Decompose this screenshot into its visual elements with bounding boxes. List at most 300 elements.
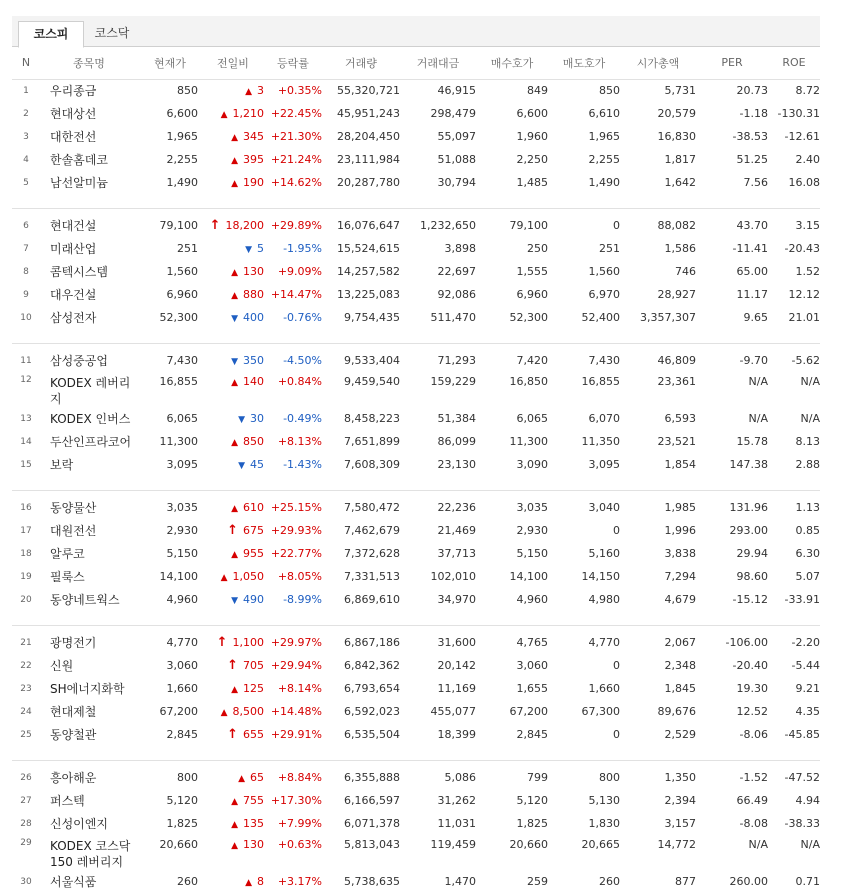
change-cell bbox=[202, 496, 264, 519]
rank-cell: 12 bbox=[20, 375, 32, 385]
table-row bbox=[12, 79, 820, 102]
volume-cell: 15,524,615 bbox=[337, 242, 400, 255]
stock-name-link[interactable]: 알루코 bbox=[50, 546, 85, 561]
change-cell bbox=[202, 125, 264, 148]
stock-name-link[interactable]: 퍼스텍 bbox=[50, 793, 85, 808]
limit-up-arrow-icon: ↑ bbox=[216, 635, 228, 650]
roe-cell: 2.40 bbox=[795, 153, 820, 166]
change-cell bbox=[202, 430, 264, 453]
ask-cell: 6,610 bbox=[588, 107, 620, 120]
amount-cell: 1,232,650 bbox=[420, 219, 476, 232]
rank-cell: 2 bbox=[23, 108, 29, 119]
change-cell bbox=[202, 812, 264, 835]
stock-name-link[interactable]: 콤텍시스템 bbox=[50, 264, 108, 279]
per-cell: N/A bbox=[748, 375, 768, 388]
stock-name-link[interactable]: 현대건설 bbox=[50, 218, 97, 233]
up-triangle-icon: ▲ bbox=[231, 268, 238, 278]
roe-cell: N/A bbox=[800, 375, 820, 388]
bid-cell: 1,960 bbox=[516, 130, 548, 143]
volume-cell: 6,166,597 bbox=[344, 794, 400, 807]
per-cell: -20.40 bbox=[732, 659, 768, 672]
roe-cell: N/A bbox=[800, 838, 820, 851]
volume-cell: 55,320,721 bbox=[337, 84, 400, 98]
stock-name-link[interactable]: 신원 bbox=[50, 658, 74, 673]
stock-name-link[interactable]: 필룩스 bbox=[50, 569, 85, 584]
ask-cell: 6,070 bbox=[588, 412, 620, 425]
change-cell bbox=[202, 654, 264, 677]
bid-cell: 3,090 bbox=[516, 458, 548, 471]
change-value: 755 bbox=[243, 794, 264, 807]
rate-cell: +22.77% bbox=[270, 547, 322, 560]
amount-cell: 18,399 bbox=[437, 728, 476, 741]
change-value: 8 bbox=[257, 875, 264, 888]
amount-cell: 298,479 bbox=[430, 107, 476, 120]
change-cell bbox=[202, 453, 264, 476]
down-triangle-icon: ▼ bbox=[238, 415, 245, 425]
roe-cell: 4.35 bbox=[795, 705, 820, 718]
price-cell: 20,660 bbox=[159, 838, 198, 851]
table-row bbox=[12, 700, 820, 723]
change-value: 655 bbox=[243, 728, 264, 741]
market-cap-cell: 89,676 bbox=[657, 705, 696, 718]
price-cell: 6,960 bbox=[166, 288, 198, 301]
roe-cell: 8.13 bbox=[795, 435, 820, 448]
col-header-price[interactable]: 현재가 bbox=[138, 47, 202, 79]
change-cell bbox=[202, 148, 264, 171]
rank-cell: 18 bbox=[20, 548, 32, 559]
ask-cell: 2,255 bbox=[588, 153, 620, 166]
change-cell bbox=[202, 700, 264, 723]
per-cell: 293.00 bbox=[729, 524, 768, 537]
price-cell: 1,490 bbox=[166, 176, 198, 189]
price-cell: 7,430 bbox=[166, 354, 198, 367]
stock-name-link[interactable]: 미래산업 bbox=[50, 241, 97, 256]
price-cell: 4,960 bbox=[166, 593, 198, 606]
change-value: 955 bbox=[243, 547, 264, 560]
roe-cell: -130.31 bbox=[777, 107, 820, 120]
tab-kosdaq[interactable]: 코스닥 bbox=[94, 26, 130, 40]
bid-cell: 7,420 bbox=[516, 354, 548, 367]
change-cell bbox=[202, 588, 264, 611]
volume-cell: 16,076,647 bbox=[337, 219, 400, 232]
up-triangle-icon: ▲ bbox=[231, 156, 238, 166]
volume-cell: 23,111,984 bbox=[337, 153, 400, 166]
market-cap-cell: 1,845 bbox=[664, 682, 696, 695]
per-cell: -15.12 bbox=[732, 593, 768, 606]
volume-cell: 6,071,378 bbox=[344, 817, 400, 830]
roe-cell: 12.12 bbox=[788, 288, 820, 301]
stock-name-link[interactable]: 한솔홈데코 bbox=[50, 152, 108, 167]
volume-cell: 20,287,780 bbox=[337, 176, 400, 189]
per-cell: 19.30 bbox=[736, 682, 768, 695]
rank-cell: 7 bbox=[23, 243, 29, 254]
stock-name-link[interactable]: 삼성중공업 bbox=[50, 353, 108, 368]
up-triangle-icon: ▲ bbox=[231, 550, 238, 560]
roe-cell: -5.44 bbox=[791, 659, 820, 672]
stock-name-link[interactable]: 남선알미늄 bbox=[50, 175, 108, 190]
stock-name-link[interactable]: 우리종금 bbox=[50, 83, 97, 98]
rank-cell: 15 bbox=[20, 459, 32, 470]
up-triangle-icon: ▲ bbox=[231, 820, 238, 830]
table-row bbox=[12, 260, 820, 283]
rank-cell: 28 bbox=[20, 818, 32, 829]
bid-cell: 2,930 bbox=[516, 524, 548, 537]
stock-name-link[interactable]: 삼성전자 bbox=[50, 310, 97, 325]
rate-cell: -4.50% bbox=[283, 354, 322, 367]
col-header-amount[interactable]: 거래대금 bbox=[400, 47, 476, 79]
price-cell: 5,150 bbox=[166, 547, 198, 560]
down-triangle-icon: ▼ bbox=[231, 357, 238, 367]
rate-cell: +8.14% bbox=[277, 682, 322, 695]
bid-cell: 79,100 bbox=[509, 219, 548, 232]
up-triangle-icon: ▲ bbox=[220, 708, 228, 718]
col-header-name[interactable]: 종목명 bbox=[40, 47, 138, 79]
change-value: 130 bbox=[243, 265, 264, 278]
price-cell: 1,560 bbox=[166, 265, 198, 278]
market-cap-cell: 6,593 bbox=[664, 412, 696, 425]
up-triangle-icon: ▲ bbox=[245, 87, 252, 98]
price-cell: 14,100 bbox=[159, 570, 198, 583]
per-cell: N/A bbox=[748, 412, 768, 425]
market-cap-cell: 1,996 bbox=[664, 524, 696, 537]
bid-cell: 2,845 bbox=[516, 728, 548, 741]
ask-cell: 800 bbox=[599, 771, 620, 784]
bid-cell: 3,060 bbox=[516, 659, 548, 672]
roe-cell: 21.01 bbox=[788, 311, 820, 324]
up-triangle-icon: ▲ bbox=[231, 841, 238, 851]
roe-cell: -20.43 bbox=[784, 242, 820, 255]
rank-cell: 5 bbox=[23, 177, 29, 188]
market-cap-cell: 23,521 bbox=[657, 435, 696, 448]
roe-cell: 4.94 bbox=[795, 794, 820, 807]
change-value: 125 bbox=[243, 682, 264, 695]
table-row bbox=[12, 372, 820, 407]
price-cell: 67,200 bbox=[159, 705, 198, 718]
table-row bbox=[12, 148, 820, 171]
stock-name-link[interactable]: 흥아해운 bbox=[50, 770, 97, 785]
price-cell: 2,845 bbox=[166, 728, 198, 741]
volume-cell: 6,793,654 bbox=[344, 682, 400, 695]
stock-name-link[interactable]: KODEX 코스닥150 레버리지 bbox=[50, 839, 131, 869]
price-cell: 5,120 bbox=[166, 794, 198, 807]
market-cap-cell: 16,830 bbox=[657, 130, 696, 143]
volume-cell: 8,458,223 bbox=[344, 412, 400, 425]
roe-cell: 1.52 bbox=[795, 265, 820, 278]
change-value: 130 bbox=[243, 838, 264, 851]
stock-name-link[interactable]: 동양물산 bbox=[50, 500, 97, 515]
volume-cell: 5,813,043 bbox=[344, 838, 400, 851]
bid-cell: 5,120 bbox=[516, 794, 548, 807]
roe-cell: N/A bbox=[800, 412, 820, 425]
bid-cell: 1,825 bbox=[516, 817, 548, 830]
group-divider bbox=[12, 746, 820, 760]
volume-cell: 28,204,450 bbox=[337, 130, 400, 143]
rate-cell: +22.45% bbox=[270, 107, 322, 120]
col-header-rank: N bbox=[12, 47, 40, 79]
volume-cell: 6,842,362 bbox=[344, 659, 400, 672]
rate-cell: +14.48% bbox=[270, 705, 322, 718]
limit-up-arrow-icon: ↑ bbox=[227, 658, 238, 673]
per-cell: -106.00 bbox=[725, 636, 768, 649]
down-triangle-icon: ▼ bbox=[231, 596, 238, 606]
change-cell bbox=[202, 870, 264, 893]
amount-cell: 34,970 bbox=[437, 593, 476, 606]
rank-cell: 19 bbox=[20, 571, 32, 582]
market-cap-cell: 46,809 bbox=[657, 354, 696, 367]
price-cell: 11,300 bbox=[159, 435, 198, 448]
per-cell: -1.52 bbox=[739, 771, 768, 784]
rate-cell: +29.94% bbox=[270, 659, 322, 672]
market-cap-cell: 88,082 bbox=[657, 219, 696, 232]
table-row bbox=[12, 542, 820, 565]
table-row bbox=[12, 306, 820, 329]
change-value: 18,200 bbox=[225, 219, 264, 232]
change-cell bbox=[202, 171, 264, 194]
roe-cell: -5.62 bbox=[791, 354, 820, 367]
market-cap-cell: 1,642 bbox=[664, 176, 696, 189]
market-cap-cell: 28,927 bbox=[657, 288, 696, 301]
up-triangle-icon: ▲ bbox=[231, 685, 238, 695]
stock-name-link[interactable]: 서울식품 bbox=[50, 874, 97, 889]
rate-cell: +8.84% bbox=[277, 771, 322, 784]
rate-cell: +8.05% bbox=[277, 570, 322, 583]
amount-cell: 22,236 bbox=[437, 501, 476, 514]
ask-cell: 11,350 bbox=[581, 435, 620, 448]
volume-cell: 6,869,610 bbox=[344, 593, 400, 606]
market-cap-cell: 1,854 bbox=[664, 458, 696, 471]
ask-cell: 3,095 bbox=[588, 458, 620, 471]
market-cap-cell: 4,679 bbox=[664, 593, 696, 606]
rank-cell: 24 bbox=[20, 706, 32, 717]
limit-up-arrow-icon: ↑ bbox=[227, 523, 238, 538]
amount-cell: 20,142 bbox=[437, 659, 476, 672]
change-value: 880 bbox=[243, 288, 264, 301]
table-row bbox=[12, 631, 820, 654]
change-value: 3 bbox=[257, 84, 264, 98]
rank-cell: 23 bbox=[20, 683, 32, 694]
rank-cell: 1 bbox=[23, 85, 29, 96]
ask-cell: 52,400 bbox=[581, 311, 620, 324]
market-cap-cell: 1,985 bbox=[664, 501, 696, 514]
table-row bbox=[12, 453, 820, 476]
change-value: 65 bbox=[250, 771, 264, 784]
stock-name-link[interactable]: 광명전기 bbox=[50, 635, 97, 650]
ask-cell: 6,970 bbox=[588, 288, 620, 301]
up-triangle-icon: ▲ bbox=[231, 179, 238, 189]
rank-cell: 22 bbox=[20, 660, 32, 671]
change-cell bbox=[202, 789, 264, 812]
per-cell: 147.38 bbox=[729, 458, 768, 471]
amount-cell: 37,713 bbox=[437, 547, 476, 560]
stock-name-link[interactable]: KODEX 레버리지 bbox=[50, 376, 131, 406]
change-value: 705 bbox=[243, 659, 264, 672]
ask-cell: 7,430 bbox=[588, 354, 620, 367]
volume-cell: 45,951,243 bbox=[337, 107, 400, 120]
table-row bbox=[12, 125, 820, 148]
rank-cell: 3 bbox=[23, 131, 29, 142]
rank-cell: 14 bbox=[20, 436, 32, 447]
change-cell bbox=[202, 835, 264, 870]
volume-cell: 5,738,635 bbox=[344, 875, 400, 888]
amount-cell: 21,469 bbox=[437, 524, 476, 537]
ask-cell: 4,980 bbox=[588, 593, 620, 606]
stock-ranking-panel bbox=[12, 16, 820, 893]
rate-cell: +0.63% bbox=[277, 838, 322, 851]
volume-cell: 7,372,628 bbox=[344, 547, 400, 560]
col-header-roe[interactable]: ROE bbox=[768, 47, 820, 79]
table-row bbox=[12, 812, 820, 835]
stock-name-link[interactable]: 두산인프라코어 bbox=[50, 434, 132, 449]
up-triangle-icon: ▲ bbox=[231, 291, 238, 301]
price-cell: 2,930 bbox=[166, 524, 198, 537]
ask-cell: 20,665 bbox=[581, 838, 620, 851]
bid-cell: 6,065 bbox=[516, 412, 548, 425]
ask-cell: 5,130 bbox=[588, 794, 620, 807]
change-value: 675 bbox=[243, 524, 264, 537]
bid-cell: 2,250 bbox=[516, 153, 548, 166]
per-cell: -8.06 bbox=[739, 728, 768, 741]
col-header-change[interactable]: 전일비 bbox=[202, 47, 264, 79]
change-cell bbox=[202, 79, 264, 102]
table-row bbox=[12, 677, 820, 700]
col-header-bid[interactable]: 매수호가 bbox=[476, 47, 548, 79]
change-cell bbox=[202, 372, 264, 407]
col-header-market-cap[interactable]: 시가총액 bbox=[620, 47, 696, 79]
rank-cell: 11 bbox=[20, 355, 32, 366]
stock-name-link[interactable]: KODEX 인버스 bbox=[50, 411, 131, 426]
stock-table bbox=[12, 47, 820, 893]
rank-cell: 17 bbox=[20, 525, 32, 536]
up-triangle-icon: ▲ bbox=[238, 774, 245, 784]
col-header-rate[interactable]: 등락률 bbox=[264, 47, 322, 79]
amount-cell: 119,459 bbox=[430, 838, 476, 851]
change-cell bbox=[202, 237, 264, 260]
rate-cell: -1.95% bbox=[283, 242, 322, 255]
ask-cell: 850 bbox=[599, 84, 620, 98]
price-cell: 4,770 bbox=[166, 636, 198, 649]
per-cell: N/A bbox=[748, 838, 768, 851]
bid-cell: 1,555 bbox=[516, 265, 548, 278]
bid-cell: 20,660 bbox=[509, 838, 548, 851]
market-cap-cell: 3,157 bbox=[664, 817, 696, 830]
col-header-volume[interactable]: 거래량 bbox=[322, 47, 400, 79]
stock-name-link[interactable]: 현대제철 bbox=[50, 704, 97, 719]
market-cap-cell: 877 bbox=[675, 875, 696, 888]
bid-cell: 5,150 bbox=[516, 547, 548, 560]
table-row bbox=[12, 430, 820, 453]
market-cap-cell: 1,350 bbox=[664, 771, 696, 784]
change-value: 30 bbox=[250, 412, 264, 425]
stock-name-link[interactable]: 대원전선 bbox=[50, 523, 97, 538]
group-divider bbox=[12, 611, 820, 625]
col-header-per[interactable]: PER bbox=[696, 47, 768, 79]
ask-cell: 1,560 bbox=[588, 265, 620, 278]
up-triangle-icon: ▲ bbox=[220, 573, 228, 583]
market-cap-cell: 2,067 bbox=[664, 636, 696, 649]
stock-name-link[interactable]: 대우건설 bbox=[50, 287, 97, 302]
ask-cell: 260 bbox=[599, 875, 620, 888]
per-cell: 260.00 bbox=[729, 875, 768, 888]
rank-cell: 13 bbox=[20, 413, 32, 424]
bid-cell: 259 bbox=[527, 875, 548, 888]
amount-cell: 51,088 bbox=[437, 153, 476, 166]
roe-cell: -12.61 bbox=[784, 130, 820, 143]
change-value: 1,050 bbox=[232, 570, 264, 583]
roe-cell: 2.88 bbox=[795, 458, 820, 471]
stock-name-link[interactable]: SH에너지화학 bbox=[50, 681, 125, 696]
rate-cell: +14.47% bbox=[270, 288, 322, 301]
per-cell: 65.00 bbox=[736, 265, 768, 278]
bid-cell: 3,035 bbox=[516, 501, 548, 514]
market-cap-cell: 5,731 bbox=[664, 84, 696, 98]
bid-cell: 1,485 bbox=[516, 176, 548, 189]
stock-name-link[interactable]: 현대상선 bbox=[50, 106, 97, 121]
price-cell: 260 bbox=[177, 875, 198, 888]
change-cell bbox=[202, 677, 264, 700]
table-row bbox=[12, 496, 820, 519]
per-cell: -11.41 bbox=[732, 242, 768, 255]
amount-cell: 3,898 bbox=[444, 242, 476, 255]
amount-cell: 1,470 bbox=[444, 875, 476, 888]
stock-name-link[interactable]: 동양네트웍스 bbox=[50, 592, 120, 607]
rank-cell: 29 bbox=[20, 838, 32, 848]
change-cell bbox=[202, 260, 264, 283]
price-cell: 800 bbox=[177, 771, 198, 784]
per-cell: 66.49 bbox=[736, 794, 768, 807]
limit-up-arrow-icon: ↑ bbox=[209, 218, 221, 233]
change-value: 1,100 bbox=[232, 636, 264, 649]
stock-name-link[interactable]: 대한전선 bbox=[50, 129, 97, 144]
stock-name-link[interactable]: 동양철관 bbox=[50, 727, 97, 742]
rank-cell: 6 bbox=[23, 220, 29, 231]
ask-cell: 0 bbox=[613, 728, 620, 741]
rate-cell: +8.13% bbox=[277, 435, 322, 448]
bid-cell: 4,960 bbox=[516, 593, 548, 606]
per-cell: 131.96 bbox=[729, 501, 768, 514]
table-row bbox=[12, 766, 820, 789]
volume-cell: 7,462,679 bbox=[344, 524, 400, 537]
stock-name-link[interactable]: 보락 bbox=[50, 457, 74, 472]
market-cap-cell: 746 bbox=[675, 265, 696, 278]
col-header-ask[interactable]: 매도호가 bbox=[548, 47, 620, 79]
group-divider bbox=[12, 476, 820, 490]
ask-cell: 1,965 bbox=[588, 130, 620, 143]
volume-cell: 6,867,186 bbox=[344, 636, 400, 649]
per-cell: 9.65 bbox=[743, 311, 768, 324]
stock-name-link[interactable]: 신성이엔지 bbox=[50, 816, 108, 831]
rank-cell: 25 bbox=[20, 729, 32, 740]
price-cell: 6,600 bbox=[166, 107, 198, 120]
price-cell: 2,255 bbox=[166, 153, 198, 166]
amount-cell: 51,384 bbox=[437, 412, 476, 425]
roe-cell: 6.30 bbox=[795, 547, 820, 560]
roe-cell: 5.07 bbox=[795, 570, 820, 583]
bid-cell: 6,960 bbox=[516, 288, 548, 301]
change-value: 350 bbox=[243, 354, 264, 367]
tab-kospi[interactable]: 코스피 bbox=[18, 21, 84, 48]
change-cell bbox=[202, 214, 264, 237]
per-cell: -1.18 bbox=[739, 107, 768, 120]
up-triangle-icon: ▲ bbox=[231, 133, 238, 143]
price-cell: 3,060 bbox=[166, 659, 198, 672]
rate-cell: -0.76% bbox=[283, 311, 322, 324]
roe-cell: -38.33 bbox=[784, 817, 820, 830]
rank-cell: 16 bbox=[20, 502, 32, 513]
volume-cell: 6,592,023 bbox=[344, 705, 400, 718]
ask-cell: 1,830 bbox=[588, 817, 620, 830]
change-value: 140 bbox=[243, 375, 264, 388]
volume-cell: 9,754,435 bbox=[344, 311, 400, 324]
